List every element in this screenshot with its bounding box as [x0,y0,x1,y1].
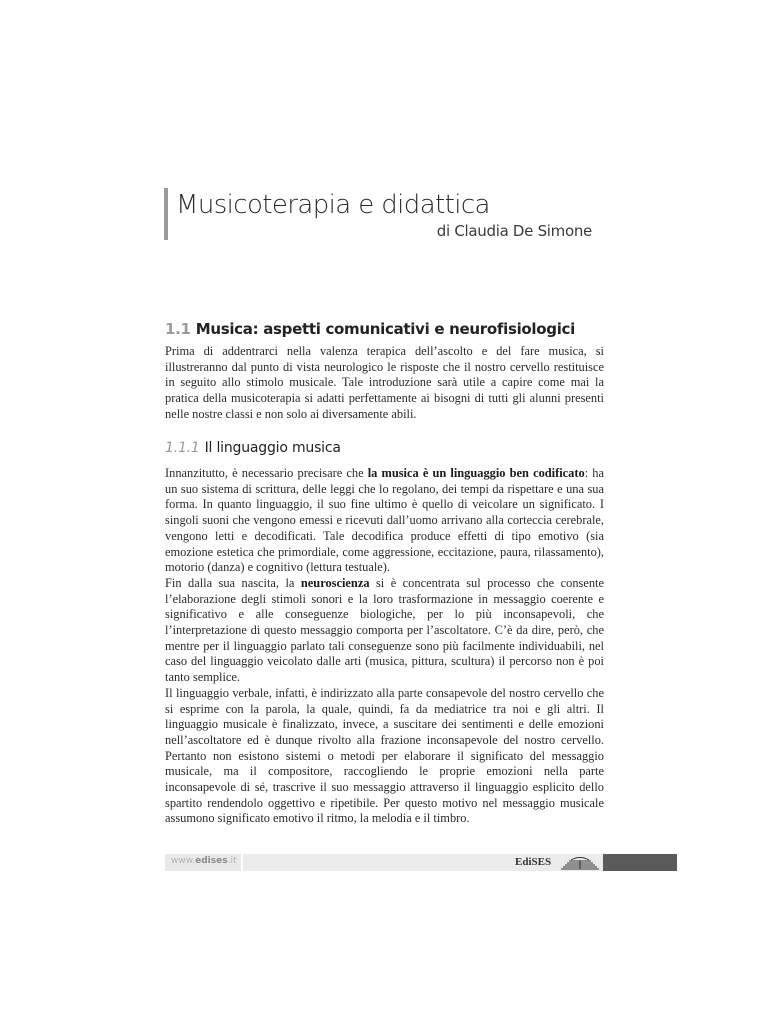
paragraph-1-text-rest: : ha un suo sistema di scrittura, delle leggi che lo regolano, dei tempi da rispettare e una sua forma. In quanto linguaggio, il suo fine ultimo è quello di veicolare un significato. I singoli suoni che vengono emessi e ricevuti dall’uomo arrivano alla corteccia cerebrale, vengono letti e decodificati. Tale decodifica produce effetti di tipo emotivo (sia emozione estetica che primordiale, come aggressione, eccitazione, paura, rilassamento), motorio (danza) e cognitivo (lettura testuale). [165,466,604,575]
url-suffix: .it [227,856,237,866]
paragraph-2-text: Fin dalla sua nascita, la [165,575,301,590]
url-main: edises [195,856,228,866]
website-link[interactable] [171,856,236,866]
footer-dark-band [603,854,677,871]
chapter-title: Musicoterapia e didattica [176,190,490,220]
section-paragraph: Prima di addentrarci nella valenza terapica dell’ascolto e del fare musica, si illustreranno dal punto di vista neurologico le risposte che il nostro cervello restituisce in seguito allo stimolo musicale. Tale introduzione sarà utile a capire come mai la pratica della musicoterapia si adatti perfettamente ai bisogni di tutti gli alunni presenti nelle nostre classi e non solo ai diversamente abili. [165,344,604,421]
chapter-author: di Claudia De Simone [436,222,592,240]
paragraph-1-text: Innanzitutto, è necessario precisare che [165,466,368,480]
paragraph-3: Il linguaggio verbale, infatti, è indirizzato alla parte consapevole del nostro cervello che si esprime con la parola, la quale, quindi, fa da mediatrice tra noi e gli altri. Il linguaggio musicale è finalizzato, invece, a suscitare dei sentimenti e delle emozioni nell’ascoltatore ed è dunque rivolto alla frazione inconsapevole del nostro cervello. Pertanto non esistono sistemi o metodi per elaborare il significato del messaggio musicale, ma il compositore, raccogliendo le proprie emozioni nella parte inconsapevole di sé, trascrive il suo messaggio attraverso il linguaggio esplicito dello spartito rendendolo oggettivo e ripetibile. Per questo motivo nel messaggio musicale assumono significato emotivo il ritmo, la melodia e il timbro. [165,685,604,826]
subsection-title: Il linguaggio musica [204,440,341,456]
section-1-1-1 [165,440,604,827]
book-icon [559,854,601,871]
section-heading [165,320,604,338]
section-title: Musica: aspetti comunicativi e neurofisiologici [195,320,575,338]
page-footer [165,854,677,871]
footer-url-band [165,854,241,871]
paragraph-2 [165,576,604,686]
paragraph-2-emphasis: neuroscienza [300,575,370,590]
title-accent-bar [164,188,168,240]
publisher-name: EdiSES [515,856,552,868]
section-1-1 [165,320,604,423]
subsection-number: 1.1.1 [165,440,200,456]
url-prefix: www. [171,856,196,866]
section-number: 1.1 [165,320,191,338]
paragraph-1-emphasis: la musica è un linguaggio ben codificato [367,466,585,480]
paragraph-1 [165,466,604,576]
paragraph-2-text-rest: si è concentrata sul processo che consente l’elaborazione degli stimoli sonori e la loro trasformazione in messaggio coerente e significativo e alle conseguenze biologiche, per lo più inconsapevoli, che l’interpretazione di questo messaggio comporta per l’ascoltatore. C’è da dire, però, che mentre per il linguaggio parlato tali conseguenze sono più facilmente individuabili, nel caso del linguaggio veicolato dalle arti (musica, pittura, scultura) il percorso non è poi tanto semplice. [165,575,604,685]
subsection-heading [165,440,604,456]
